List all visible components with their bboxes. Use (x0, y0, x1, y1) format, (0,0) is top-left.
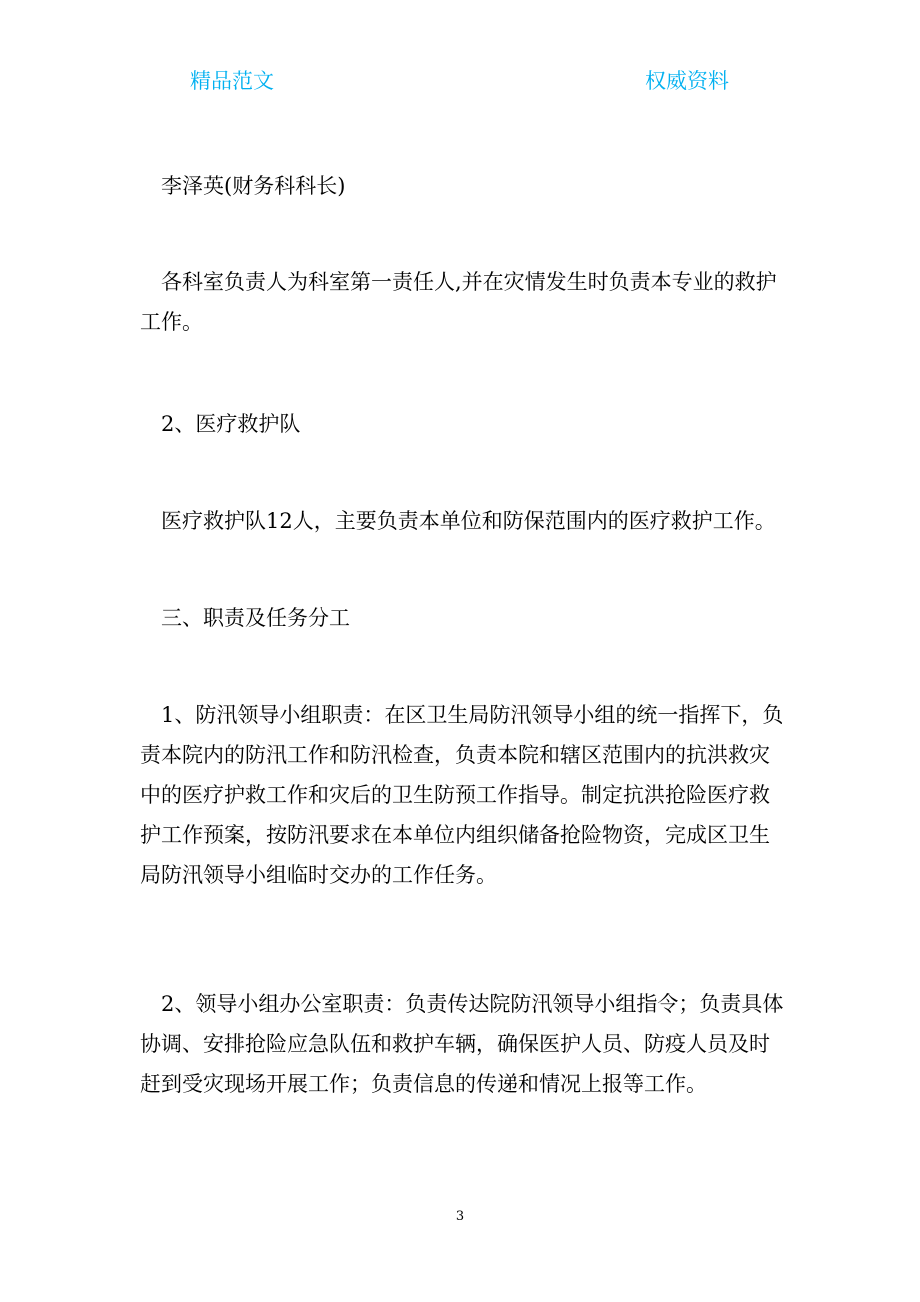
paragraph-responsibility: 各科室负责人为科室第一责任人,并在灾情发生时负责本专业的救护工作。 (140, 270, 777, 334)
paragraph-heading-duties: 三、职责及任务分工 (161, 606, 350, 630)
header-right-label: 权威资料 (645, 69, 729, 93)
paragraph-name: 李泽英(财务科科长) (161, 174, 346, 198)
header-left-label: 精品范文 (190, 69, 274, 93)
paragraph-heading-medical-team: 2、医疗救护队 (161, 412, 301, 436)
page-number: 3 (455, 1209, 465, 1224)
paragraph-office-duties: 2、领导小组办公室职责：负责传达院防汛领导小组指令；负责具体协调、安排抢险应急队伍和救护车辆，确保医护人员、防疫人员及时赶到受灾现场开展工作；负责信息的传递和情况上报等工作。 (140, 992, 784, 1096)
paragraph-leadership-duties: 1、防汛领导小组职责：在区卫生局防汛领导小组的统一指挥下，负责本院内的防汛工作和防汛检查，负责本院和辖区范围内的抗洪救灾中的医疗护救工作和灾后的卫生防预工作指导。制定抗洪抢险医疗救护工作预案，按防汛要求在本单位内组织储备抢险物资，完成区卫生局防汛领导小组临时交办的工作任务。 (140, 703, 784, 887)
paragraph-medical-team: 医疗救护队12人，主要负责本单位和防保范围内的医疗救护工作。 (161, 509, 776, 533)
